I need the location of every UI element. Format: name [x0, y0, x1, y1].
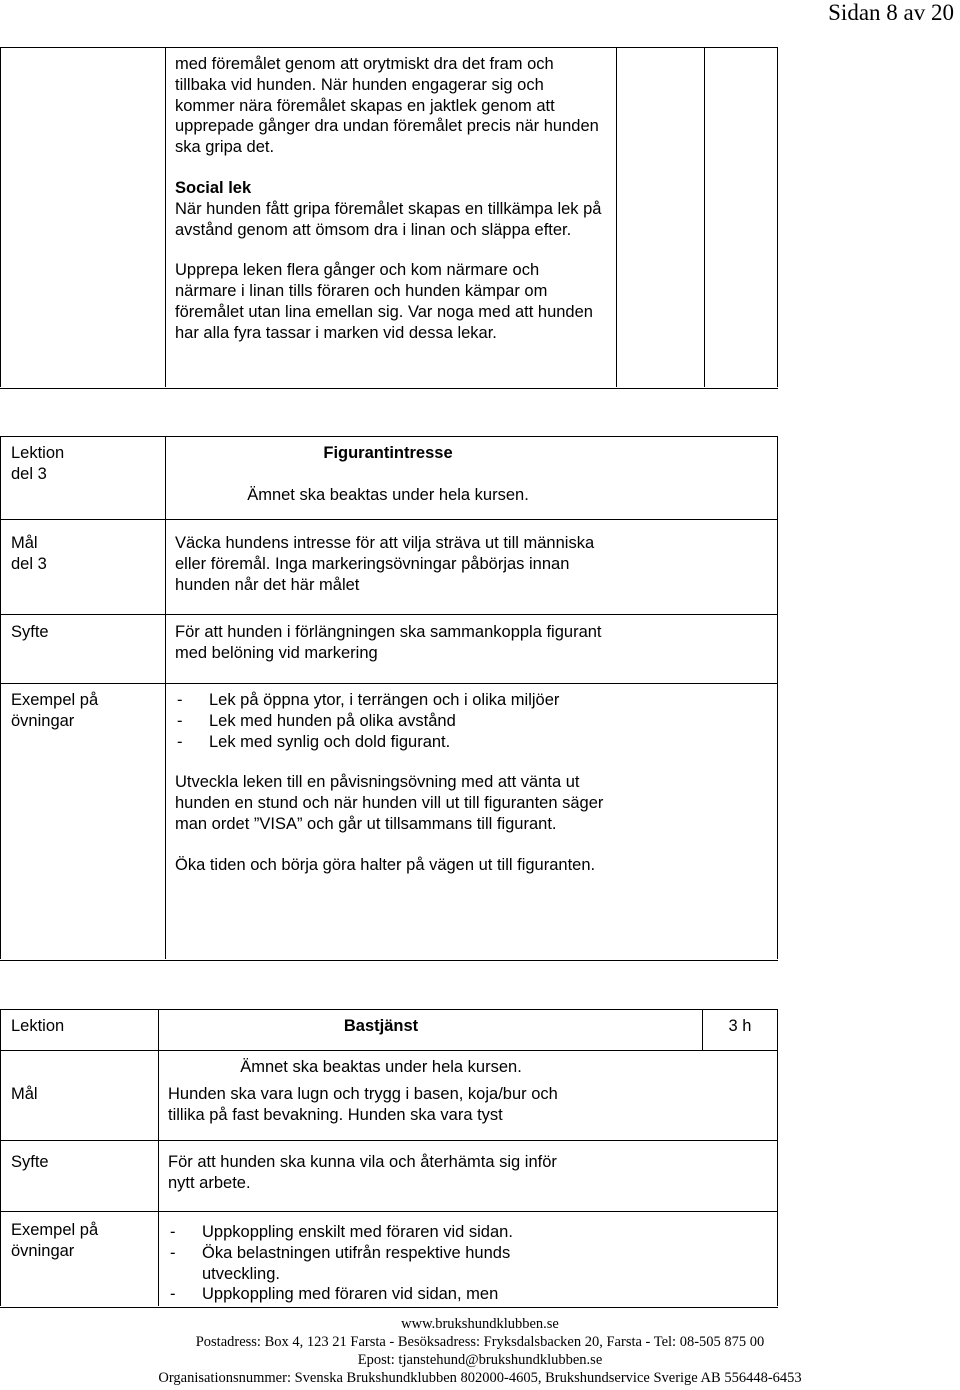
bastjanst-exempel-label: Exempel på: [11, 1221, 99, 1239]
bastjanst-syfte-text: För att hunden ska kunna vila och återhämta sig inför nytt arbete.: [168, 1153, 557, 1192]
lesson3-exercise-list: [175, 690, 605, 752]
mal-del-label: del 3: [11, 554, 47, 573]
footer-address: Postadress: Box 4, 123 21 Farsta - Besöksadress: Fryksdalsbacken 20, Farsta - Tel: 08-505 875 00: [195, 1334, 765, 1350]
list-item: - Öka belastningen utifrån respektive hunds utveckling.: [168, 1243, 588, 1285]
lesson3-syfte-text: För att hunden i förlängningen ska sammankoppla figurant med belöning vid markering: [175, 623, 602, 662]
lektion-label: Lektion: [11, 444, 65, 462]
bastjanst-syfte-label: Syfte: [11, 1153, 49, 1171]
lesson3-paragraph-2: Öka tiden och börja göra halter på vägen ut till figuranten.: [175, 855, 596, 874]
ovningar-label: övningar: [11, 711, 75, 730]
bastjanst-mal-label: Mål: [11, 1085, 38, 1103]
footer-website: www.brukshundklubben.se: [401, 1316, 559, 1332]
mal-label: Mål: [11, 534, 38, 552]
top-paragraph-2: När hunden fått gripa föremålet skapas en tillkämpa lek på avstånd genom att ömsom dra i linan och släppa efter.: [175, 199, 602, 239]
bastjanst-mal-text: Hunden ska vara lugn och trygg i basen, koja/bur och tillika på fast bevakning. Hunden ska vara tyst: [168, 1085, 558, 1124]
exempel-label: Exempel på: [11, 691, 99, 709]
lesson3-mal-text: Väcka hundens intresse för att vilja sträva ut till människa eller föremål. Inga markeringsövningar påbörjas innan hunden når det här målet: [175, 534, 595, 594]
list-item: - Lek på öppna ytor, i terrängen och i olika miljöer: [175, 690, 605, 711]
lesson3-paragraph-1: Utveckla leken till en påvisningsövning med att vänta ut hunden en stund och när hunden vill ut till figuranten säger man ordet ”VISA” och går ut tillsammans till figurant.: [175, 773, 604, 833]
bastjanst-exercise-list: [168, 1222, 588, 1305]
list-item: - Lek med hunden på olika avstånd: [175, 711, 605, 732]
top-paragraph-1: med föremålet genom att orytmiskt dra det fram och tillbaka vid hunden. När hunden engagerar sig och kommer nära föremålet skapas en jaktlek genom att upprepade gånger dra undan föremålet precis när hunden ska gripa det.: [175, 55, 599, 157]
list-item: - Uppkoppling med föraren vid sidan, men: [168, 1284, 588, 1305]
lesson3-title: Figurantintresse: [323, 444, 453, 462]
footer: [0, 1315, 960, 1387]
bastjanst-title: Bastjänst: [343, 1017, 419, 1035]
footer-email: Epost: tjanstehund@brukshundklubben.se: [357, 1352, 603, 1368]
lesson3-subtitle: Ämnet ska beaktas under hela kursen.: [247, 486, 529, 504]
list-item: - Lek med synlig och dold figurant.: [175, 732, 605, 753]
syfte-label: Syfte: [11, 623, 49, 641]
footer-org: Organisationsnummer: Svenska Brukshundklubben 802000-4605, Brukshundservice Sverige AB 556448-6453: [158, 1370, 802, 1386]
bastjanst-subtitle: Ämnet ska beaktas under hela kursen.: [240, 1058, 522, 1076]
lektion-del-label: del 3: [11, 464, 47, 483]
top-paragraph-3: Upprepa leken flera gånger och kom närmare och närmare i linan tills föraren och hunden kämpar om föremålet utan lina emellan sig. Var noga med att hunden har alla fyra tassar i marken vid dessa lekar.: [175, 261, 593, 342]
bastjanst-hours: 3 h: [728, 1017, 752, 1035]
social-lek-heading: Social lek: [175, 178, 252, 197]
bastjanst-ovningar-label: övningar: [11, 1241, 75, 1260]
list-item: - Uppkoppling enskilt med föraren vid sidan.: [168, 1222, 588, 1243]
page-number: Sidan 8 av 20: [828, 0, 954, 25]
bastjanst-lektion-label: Lektion: [11, 1017, 65, 1035]
